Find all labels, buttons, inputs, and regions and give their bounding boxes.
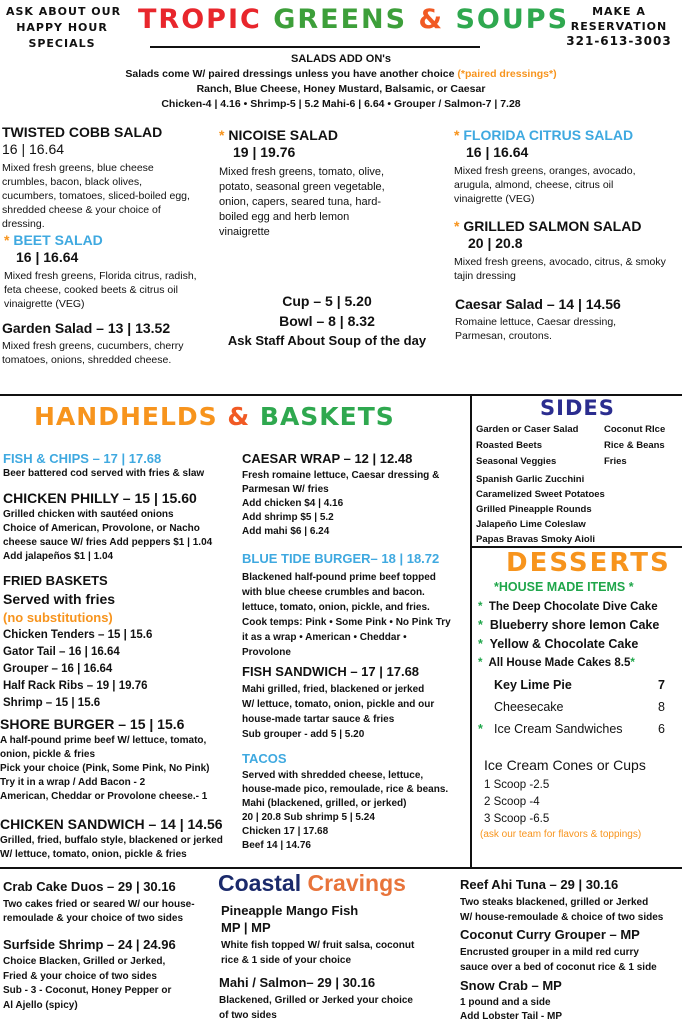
happy-hour-note: ASK ABOUT OUR HAPPY HOUR SPECIALS bbox=[6, 5, 122, 50]
side-item: Caramelized Sweet Potatoes bbox=[476, 489, 605, 500]
soup-of-the-day: Cup – 5 | 5.20 Bowl – 8 | 8.32 Ask Staff About Soup of the day bbox=[227, 293, 427, 348]
title-word-tropic: TROPIC bbox=[138, 4, 262, 35]
list-item: Gator Tail – 16 | 16.64 bbox=[3, 646, 120, 658]
pineapple-mango-fish: Pineapple Mango Fish MP | MP White fish topped W/ fruit salsa, coconut rice & 1 side of your choice bbox=[221, 903, 415, 966]
beet-salad: * BEET SALAD 16 | 16.64 Mixed fresh greens, Florida citrus, radish, feta cheese, cooked beets & citrus oil vinaigrette (VEG) bbox=[4, 232, 197, 310]
dessert-item: All House Made Cakes 8.5 bbox=[488, 657, 631, 669]
dessert-cakes: * The Deep Chocolate Dive Cake * Blueberry shore lemon Cake * Yellow & Chocolate Cake * All House Made Cakes 8.5* bbox=[478, 601, 660, 669]
reef-ahi-tuna: Reef Ahi Tuna – 29 | 30.16 Two steaks blackened, grilled or Jerked W/ house-remoulade & choice of two sides bbox=[460, 877, 664, 923]
side-item: Grilled Pineapple Rounds bbox=[476, 504, 592, 515]
list-item: 3 Scoop -6.5 bbox=[484, 813, 550, 825]
list-item: Cheesecake 8 bbox=[494, 700, 665, 714]
page-title bbox=[138, 4, 569, 35]
side-item: Spanish Garlic Zucchini bbox=[476, 474, 585, 485]
sides-list bbox=[476, 422, 682, 547]
dessert-item: The Deep Chocolate Dive Cake bbox=[488, 601, 658, 613]
side-item: Roasted Beets bbox=[476, 440, 542, 451]
dessert-priced-list bbox=[478, 678, 678, 744]
list-item: Shrimp – 15 | 15.6 bbox=[3, 697, 101, 709]
sides-vertical-divider bbox=[470, 394, 472, 868]
title-word-soups: SOUPS bbox=[455, 4, 570, 35]
nicoise-salad: * NICOISE SALAD 19 | 19.76 Mixed fresh greens, tomato, olive, potato, seasonal green vegetable, onion, capers, seared tuna, hard- boiled egg and herb lemon vinaigrette bbox=[219, 127, 385, 238]
reservation-phone[interactable]: 321-613-3003 bbox=[566, 34, 672, 48]
grilled-salmon-salad: * GRILLED SALMON SALAD 20 | 20.8 Mixed fresh greens, avocado, citrus, & smoky tajin dressing bbox=[454, 218, 666, 282]
reservation-note: MAKE A RESERVATION 321-613-3003 bbox=[556, 4, 682, 49]
header-divider bbox=[150, 46, 480, 48]
coconut-curry-grouper: Coconut Curry Grouper – MP Encrusted grouper in a mild red curry sauce over a bed of coconut rice & 1 side bbox=[460, 927, 657, 973]
title-word-and: & bbox=[418, 4, 445, 35]
fried-baskets: FRIED BASKETS Served with fries (no substitutions) Chicken Tenders – 15 | 15.6 Gator Tail – 16 | 16.64 Grouper – 16 | 16.64 Half Rack Ribs – 19 | 19.76 Shrimp – 15 | 15.6 bbox=[3, 572, 238, 712]
side-item: Rice & Beans bbox=[604, 440, 665, 451]
coastal-divider bbox=[0, 867, 682, 869]
snow-crab: Snow Crab – MP 1 pound and a side Add Lobster Tail - MP bbox=[460, 978, 563, 1022]
list-item: Chicken Tenders – 15 | 15.6 bbox=[3, 629, 153, 641]
caesar-wrap: CAESAR WRAP – 12 | 12.48 Fresh romaine lettuce, Caesar dressing & Parmesan W/ fries Add chicken $4 | 4.16 Add shrimp $5 | 5.2 Add mahi $6 | 6.24 bbox=[242, 451, 440, 537]
list-item: Grouper – 16 | 16.64 bbox=[3, 663, 113, 675]
list-item: Key Lime Pie 7 bbox=[494, 678, 665, 692]
sides-title: SIDES bbox=[540, 396, 615, 420]
fried-baskets-list bbox=[3, 627, 238, 712]
twisted-cobb-salad: TWISTED COBB SALAD 16 | 16.64 Mixed fresh greens, blue cheese crumbles, bacon, black olives, cucumbers, tomatoes, sliced-boiled egg, shredded cheese & your choice of dressing. bbox=[2, 124, 190, 230]
fish-sandwich: FISH SANDWICH – 17 | 17.68 Mahi grilled, fried, blackened or jerked W/ lettuce, tomato, onion, pickle and our house-made tartar sauce & fries Sub grouper - add 5 | 5.20 bbox=[242, 664, 435, 740]
side-item: Coconut RIce bbox=[604, 424, 666, 435]
title-word-greens: GREENS bbox=[273, 4, 408, 35]
surfside-shrimp: Surfside Shrimp – 24 | 24.96 Choice Blacken, Grilled or Jerked, Fried & your choice of two sides Sub - 3 - Coconut, Honey Pepper or Al Ajello (spicy) bbox=[3, 937, 176, 1011]
fish-and-chips: FISH & CHIPS – 17 | 17.68 Beer battered cod served with fries & slaw bbox=[3, 451, 205, 479]
house-made-label: *HOUSE MADE ITEMS * bbox=[494, 580, 634, 594]
handhelds-title: HANDHELDS & BASKETS bbox=[34, 402, 395, 431]
garden-salad: Garden Salad – 13 | 13.52 Mixed fresh greens, cucumbers, cherry tomatoes, onions, shredded cheese. bbox=[2, 320, 184, 366]
coastal-title: Coastal Cravings bbox=[218, 870, 406, 896]
list-item: 2 Scoop -4 bbox=[484, 796, 540, 808]
mahi-salmon: Mahi / Salmon– 29 | 30.16 Blackened, Grilled or Jerked your choice of two sides bbox=[219, 975, 413, 1021]
salad-addons: SALADS ADD ON's Salads come W/ paired dressings unless you have another choice (*paired dressings*) Ranch, Blue Cheese, Honey Mustard, Balsamic, or Caesar Chicken-4 | 4.16 • Shrimp-5 | 5.2 Mahi-6 | 6.64 • Grouper / Salmon-7 | 7.28 bbox=[100, 52, 582, 112]
addons-title: SALADS ADD ON's bbox=[291, 53, 391, 65]
dessert-item: Yellow & Chocolate Cake bbox=[489, 637, 639, 651]
dessert-item: Blueberry shore lemon Cake bbox=[489, 618, 660, 632]
chicken-sandwich: CHICKEN SANDWICH – 14 | 14.56 Grilled, fried, buffalo style, blackened or jerked W/ lettuce, tomato, onion, pickle & fries bbox=[0, 816, 223, 860]
ice-cream-section: Ice Cream Cones or Cups 1 Scoop -2.5 2 Scoop -4 3 Scoop -6.5 (ask our team for flavors & toppings) bbox=[484, 756, 682, 842]
shore-burger: SHORE BURGER – 15 | 15.6 A half-pound prime beef W/ lettuce, tomato, onion, pickle & fries Pick your choice (Pink, Some Pink, No Pink) Try it in a wrap / Add Bacon - 2 American, Cheddar or Provolone cheese.- 1 bbox=[0, 716, 210, 802]
desserts-title: DESSERTS bbox=[506, 548, 671, 578]
chicken-philly: CHICKEN PHILLY – 15 | 15.60 Grilled chicken with sautéed onions Choice of American, Provolone, or Nacho cheese sauce W/ fries Add peppers $1 | 1.04 Add jalapeños $1 | 1.04 bbox=[3, 490, 213, 562]
side-item: Fries bbox=[604, 456, 627, 467]
list-item: * Ice Cream Sandwiches 6 bbox=[478, 722, 665, 736]
side-item: Jalapeño Lime Coleslaw bbox=[476, 519, 586, 530]
tacos: TACOS Served with shredded cheese, lettuce, house-made pico, remoulade, rice & beans. Mahi (blackened, grilled, or jerked) 20 | 20.8 Sub shrimp 5 | 5.24 Chicken 17 | 17.68 Beef 14 | 14.76 bbox=[242, 751, 449, 851]
crab-cake-duos: Crab Cake Duos – 29 | 30.16 Two cakes fried or seared W/ our house- remoulade & your choice of two sides bbox=[3, 879, 195, 924]
list-item: 1 Scoop -2.5 bbox=[484, 779, 550, 791]
blue-tide-burger: BLUE TIDE BURGER– 18 | 18.72 Blackened half-pound prime beef topped with blue cheese crumbles and bacon. lettuce, tomato, onion, pickle, and fries. Cook temps: Pink • Some Pink • No Pink Try it as a wrap • American • Cheddar • Provolone bbox=[242, 551, 451, 658]
side-item: Papas Bravas Smoky Aioli bbox=[476, 534, 595, 545]
florida-citrus-salad: * FLORIDA CITRUS SALAD 16 | 16.64 Mixed fresh greens, oranges, avocado, arugula, almond, cheese, citrus oil vinaigrette (VEG) bbox=[454, 127, 636, 205]
side-item: Seasonal Veggies bbox=[476, 456, 557, 467]
side-item: Garden or Caser Salad bbox=[476, 424, 579, 435]
list-item: Half Rack Ribs – 19 | 19.76 bbox=[3, 680, 148, 692]
caesar-salad: Caesar Salad – 14 | 14.56 Romaine lettuce, Caesar dressing, Parmesan, croutons. bbox=[455, 296, 621, 342]
